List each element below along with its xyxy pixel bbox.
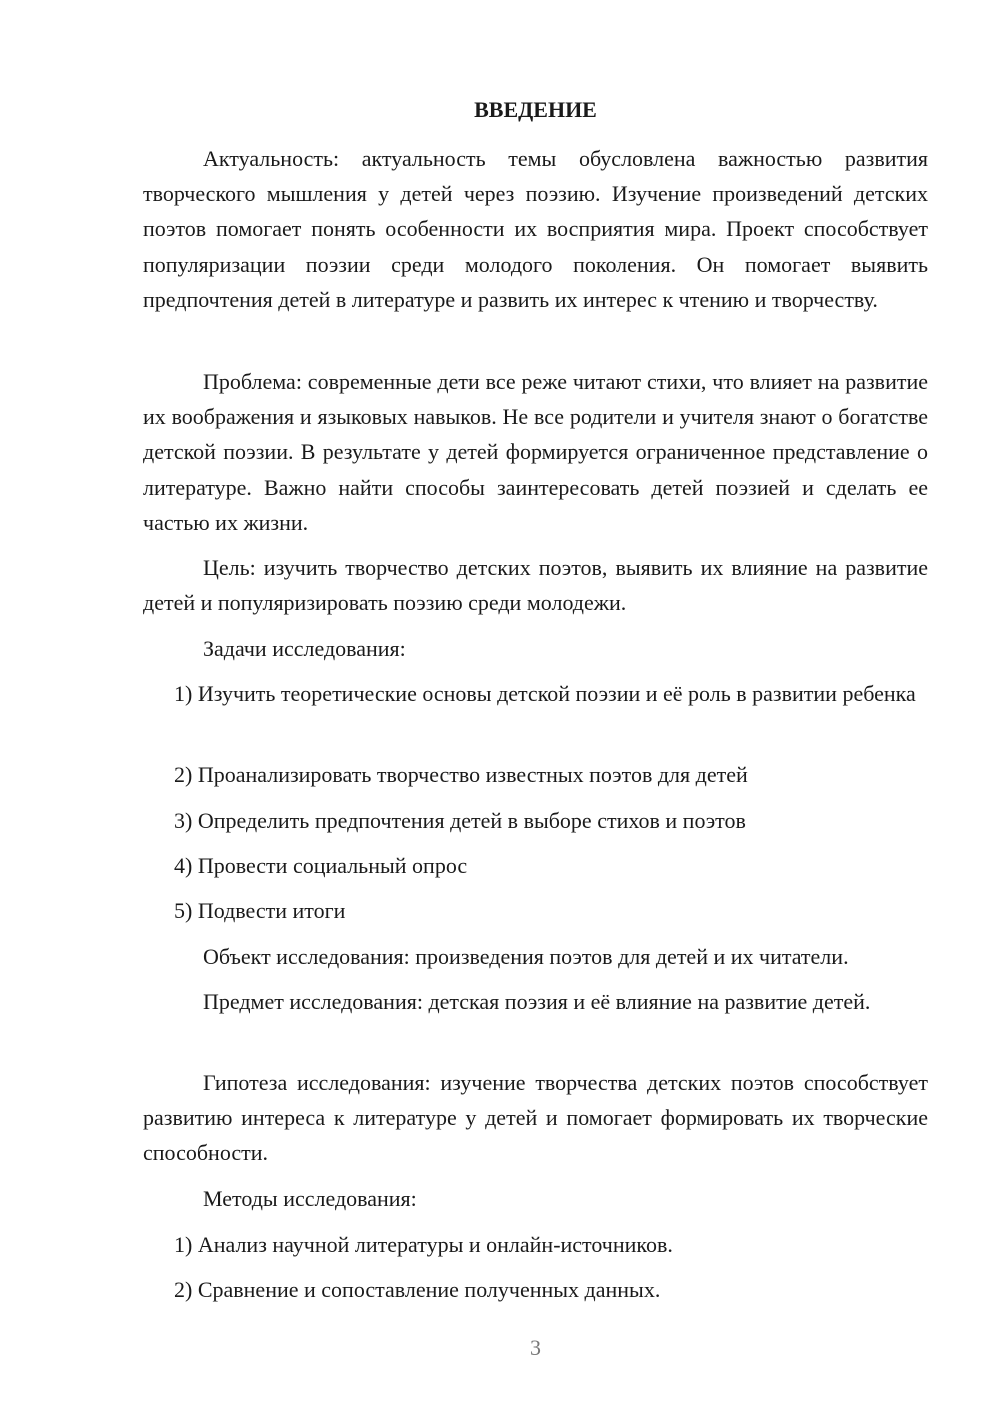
methods-heading: Методы исследования: xyxy=(203,1186,417,1211)
paragraph-object: Объект исследования: произведения поэтов для детей и их читатели. xyxy=(203,944,849,969)
method-item-2: 2) Сравнение и сопоставление полученных данных. xyxy=(174,1277,661,1302)
task-item-4: 4) Провести социальный опрос xyxy=(174,853,468,878)
page-number: 3 xyxy=(530,1335,541,1360)
page-title: ВВЕДЕНИЕ xyxy=(474,97,597,122)
paragraph-problem: Проблема: современные дети все реже читают стихи, что влияет на развитие их воображения и языковых навыков. Не все родители и учителя знают о богатстве детской поэзии. В результате у детей формируется ограниченное представление о литературе. Важно найти способы заинтересовать детей поэзией и сделать ее частью их жизни. xyxy=(143,369,928,535)
task-item-1: 1) Изучить теоретические основы детской поэзии и её роль в развитии ребенка xyxy=(174,681,916,706)
task-item-2: 2) Проанализировать творчество известных поэтов для детей xyxy=(174,762,748,787)
paragraph-subject: Предмет исследования: детская поэзия и её влияние на развитие детей. xyxy=(203,989,871,1014)
task-item-5: 5) Подвести итоги xyxy=(174,898,346,923)
task-item-3: 3) Определить предпочтения детей в выборе стихов и поэтов xyxy=(174,808,746,833)
paragraph-goal: Цель: изучить творчество детских поэтов, выявить их влияние на развитие детей и популяризировать поэзию среди молодежи. xyxy=(143,555,928,616)
paragraph-relevance: Актуальность: актуальность темы обусловлена важностью развития творческого мышления у детей через поэзию. Изучение произведений детских поэтов помогает понять особенности их восприятия мира. Проект способствует популяризации поэзии среди молодого поколения. Он помогает выявить предпочтения детей в литературе и развить их интерес к чтению и творчеству. xyxy=(143,146,928,312)
tasks-heading: Задачи исследования: xyxy=(203,636,406,661)
method-item-1: 1) Анализ научной литературы и онлайн-источников. xyxy=(174,1232,673,1257)
paragraph-hypothesis: Гипотеза исследования: изучение творчества детских поэтов способствует развитию интереса к литературе у детей и помогает формировать их творческие способности. xyxy=(143,1070,928,1166)
